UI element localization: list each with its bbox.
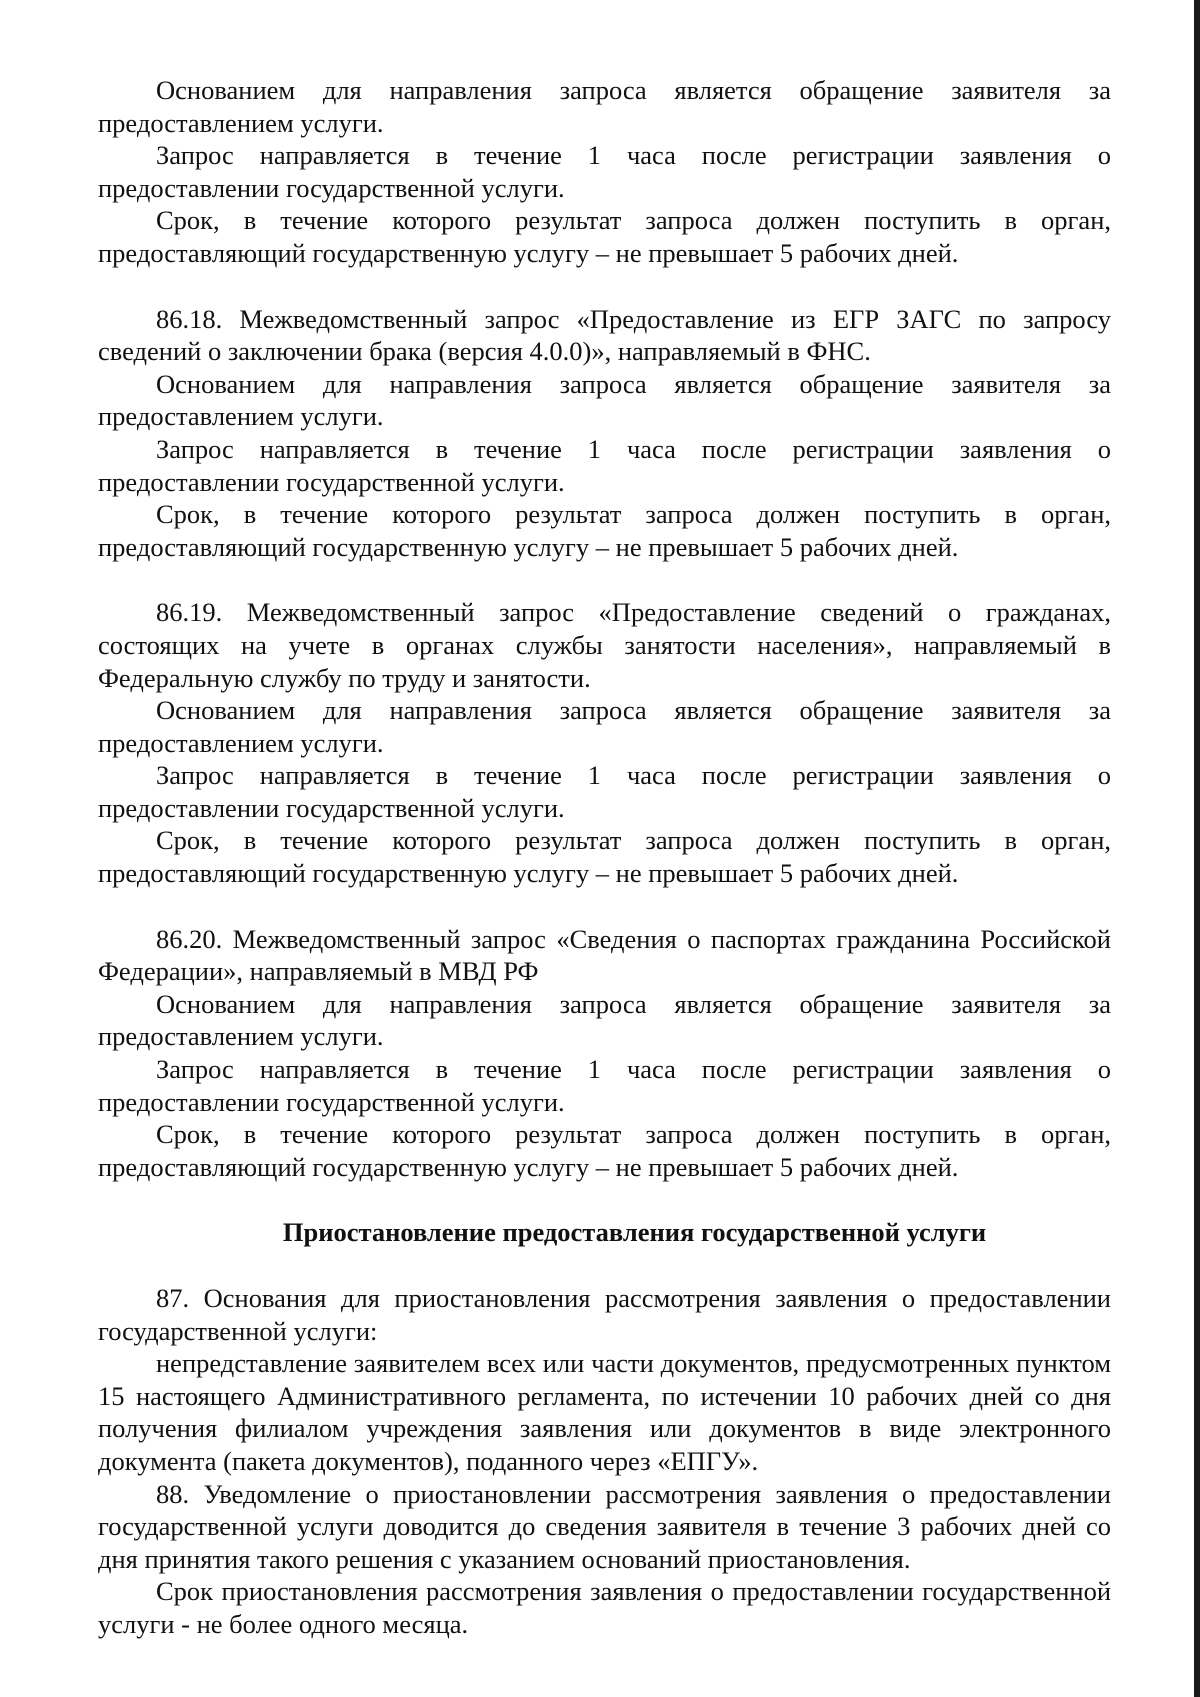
clause-86-19: 86.19. Межведомственный запрос «Предоставление сведений о гражданах, состоящих на учете в органах службы занятости населения», направляемый в Федеральную службу по труду и занятости. (98, 597, 1111, 693)
paragraph: Запрос направляется в течение 1 часа после регистрации заявления о предоставлении государственной услуги. (98, 433, 1111, 497)
section-gap (98, 563, 1111, 596)
paragraph: Срок, в течение которого результат запроса должен поступить в орган, предоставляющий государственную услугу – не превышает 5 рабочих дней. (98, 499, 1111, 562)
paragraph: Срок, в течение которого результат запроса должен поступить в орган, предоставляющий государственную услугу – не превышает 5 рабочих дней. (98, 205, 1111, 268)
clause-86-20: 86.20. Межведомственный запрос «Сведения о паспортах гражданина Российской Федерации», направляемый в МВД РФ (98, 923, 1111, 987)
section-gap (98, 890, 1111, 923)
paragraph: Основанием для направления запроса является обращение заявителя за предоставлением услуги. (98, 988, 1111, 1052)
paragraph: Основанием для направления запроса является обращение заявителя за предоставлением услуги. (98, 695, 1111, 758)
clause-87: 87. Основания для приостановления рассмотрения заявления о предоставлении государственной услуги: (98, 1283, 1111, 1346)
section-gap (98, 1183, 1111, 1216)
section-heading: Приостановление предоставления государственной услуги (282, 1217, 987, 1248)
paragraph: Срок приостановления рассмотрения заявления о предоставлении государственной услуги - не более одного месяца. (98, 1576, 1111, 1639)
paragraph: Срок, в течение которого результат запроса должен поступить в орган, предоставляющий государственную услугу – не превышает 5 рабочих дней. (98, 1119, 1111, 1182)
section-gap (98, 1249, 1111, 1282)
paragraph: Запрос направляется в течение 1 часа после регистрации заявления о предоставлении государственной услуги. (98, 140, 1111, 203)
paragraph: Запрос направляется в течение 1 часа после регистрации заявления о предоставлении государственной услуги. (98, 760, 1111, 823)
paragraph: Основанием для направления запроса является обращение заявителя за предоставлением услуги. (98, 368, 1111, 432)
clause-86-18: 86.18. Межведомственный запрос «Предоставление из ЕГР ЗАГС по запросу сведений о заключении брака (версия 4.0.0)», направляемый в ФНС. (98, 303, 1111, 367)
section-gap (98, 270, 1111, 303)
paragraph: Срок, в течение которого результат запроса должен поступить в орган, предоставляющий государственную услугу – не превышает 5 рабочих дней. (98, 825, 1111, 889)
document-page (98, 74, 1111, 1641)
page-edge-border (1194, 0, 1200, 1697)
paragraph: непредставление заявителем всех или части документов, предусмотренных пунктом 15 настоящего Административного регламента, по истечении 10 рабочих дней со дня получения филиалом учреждения заявления или документов в виде электронного документа (пакета документов), поданного через «ЕПГУ». (98, 1348, 1111, 1476)
paragraph: Запрос направляется в течение 1 часа после регистрации заявления о предоставлении государственной услуги. (98, 1054, 1111, 1117)
paragraph: Основанием для направления запроса является обращение заявителя за предоставлением услуги. (98, 75, 1111, 138)
clause-88: 88. Уведомление о приостановлении рассмотрения заявления о предоставлении государственной услуги доводится до сведения заявителя в течение 3 рабочих дней со дня принятия такого решения с указанием оснований приостановления. (98, 1478, 1111, 1574)
